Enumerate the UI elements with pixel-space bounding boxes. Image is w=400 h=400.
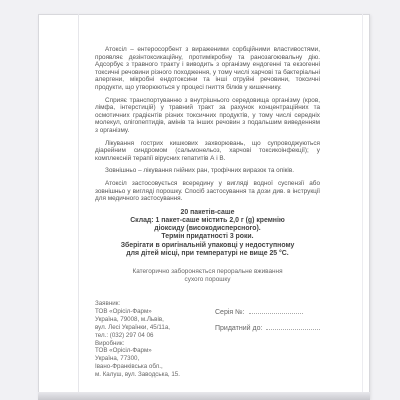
manufacturer-info <box>95 300 215 379</box>
paragraph-indications: Лікування гострих кишкових захворювань, що супроводжуються діарейним синдромом (сальмонельоз, харчові токсикоінфекції); у комплексній терапії вірусних гепатитів А і В. <box>95 139 320 162</box>
expiry-line <box>266 329 320 330</box>
maker-line-2: Україна, 77300, <box>95 355 140 363</box>
paragraph-usage: Атоксіл застосовується всередину у вигляді водної суспензії або зовнішньо у вигляді порошку. Спосіб застосування та дози див. в інструкції для медичного застосування. <box>95 179 320 203</box>
applicant-line-4: тел.: (032) 297 04 06 <box>95 331 154 339</box>
expiry-label: Придатний до: <box>215 325 263 332</box>
package-count: 20 пакетів-саше <box>180 208 235 216</box>
fold-line-left <box>78 14 79 400</box>
maker-title: Виробник: <box>95 339 125 347</box>
expiry-field <box>215 325 320 332</box>
serial-field <box>215 309 303 316</box>
spec-block <box>95 209 320 258</box>
composition-line-1: Склад: 1 пакет-саше містить 2,0 г (g) кремнію <box>130 216 285 224</box>
warning-line-2: сухого порошку <box>184 275 231 283</box>
package-bottom-edge <box>38 392 370 400</box>
serial-line <box>249 313 303 314</box>
applicant-line-3: вул. Лесі Українки, 45/11а, <box>95 323 171 331</box>
maker-line-3: Івано-Франківська обл., <box>95 363 163 371</box>
maker-line-1: ТОВ «Орісіл-Фарм» <box>95 347 152 355</box>
shelf-life: Термін придатності 3 роки. <box>161 233 254 241</box>
paragraph-transport: Сприяє транспортуванню з внутрішнього середовища організму (кров, лімфа, інтерстицій) у травний тракт за рахунок концентраційних та осмотичних градієнтів різних токсичних продуктів, у тому числі середніх молекул, олігопептидів, амінів та інших речовин з подальшим виведенням з організму. <box>95 96 320 134</box>
applicant-line-2: Україна, 79008, м.Львів, <box>95 315 164 323</box>
warning-block <box>95 268 320 284</box>
serial-label: Серія №: <box>215 309 245 316</box>
fold-line-right <box>362 14 363 400</box>
description-text <box>95 46 320 284</box>
maker-line-4: м. Калуш, вул. Заводська, 15. <box>95 371 180 379</box>
warning-line-1: Категорично забороняється пероральне вживання <box>132 267 283 275</box>
applicant-line-1: ТОВ «Орісіл-Фарм» <box>95 307 152 315</box>
applicant-title: Заявник: <box>95 300 121 307</box>
storage-line-2: для дітей місці, при температурі не вище 25 °С. <box>126 249 289 257</box>
paragraph-external: Зовнішньо – лікування гнійних ран, трофічних виразок та опіків. <box>105 167 294 175</box>
composition-line-2: діоксиду (високодисперсного). <box>154 225 261 233</box>
paragraph-action: Атоксіл – ентеросорбент з вираженими сорбційними властивостями, проявляє дезінтоксикаційну, протимікробну та ранозагоювальну дію. Адсорбує з травного тракту і виводить з організму ендогенні та екзогенні токсичні речовини різного походження, у тому числі харчові та бактеріальні алергени, мікробні ендотоксини та інші отруйні речовини, токсичні продукти, що утворюються у процесі гниття білків у кишечнику. <box>95 46 320 91</box>
storage-line-1: Зберігати в оригінальній упаковці у недоступному <box>120 241 295 249</box>
